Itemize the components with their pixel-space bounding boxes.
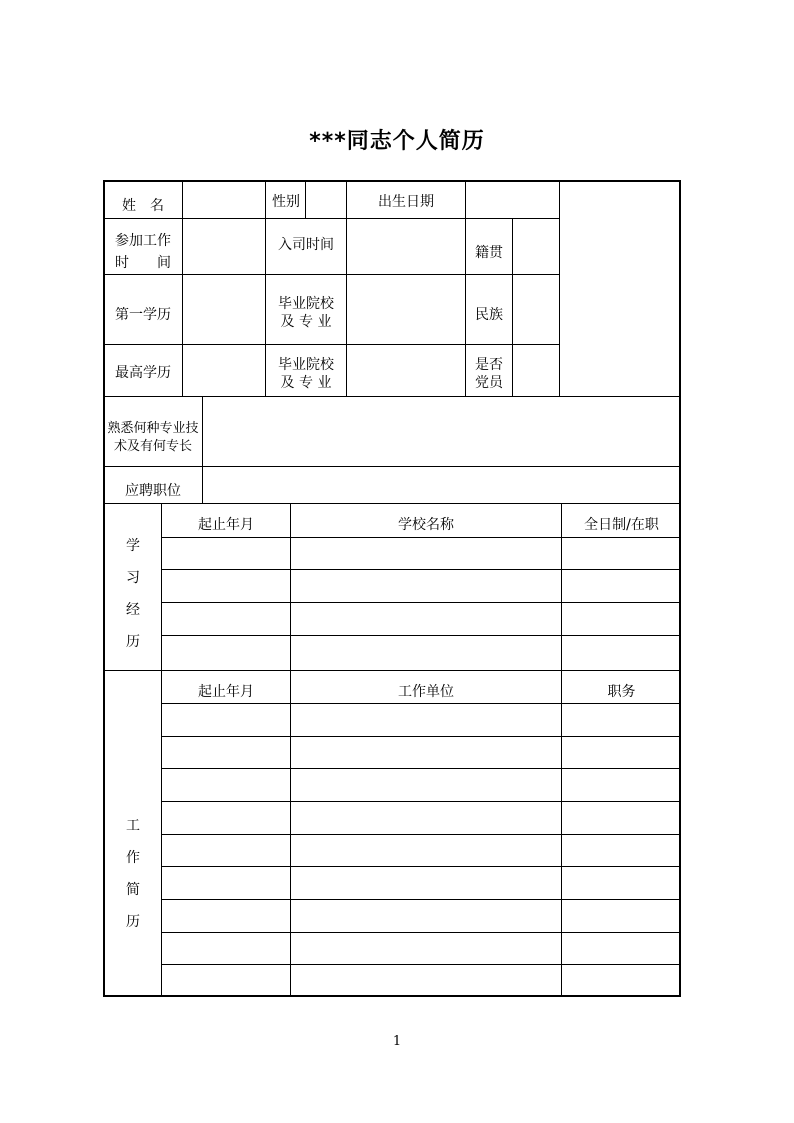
work-header-employer: 工作单位 — [398, 684, 454, 700]
work-header-period: 起止年月 — [198, 684, 254, 700]
form-border — [103, 180, 681, 997]
label-birth-date: 出生日期 — [378, 194, 434, 210]
label-party-member: 是否 党员 — [475, 357, 503, 391]
label-first-education: 第一学历 — [115, 307, 171, 323]
label-company-join: 入司时间 — [278, 237, 334, 253]
label-gender: 性别 — [272, 194, 300, 210]
page-number: 1 — [392, 1034, 402, 1049]
label-ethnicity: 民族 — [475, 307, 503, 323]
study-side-label: 学 习 经 历 — [126, 538, 140, 650]
label-graduate-school-1: 毕业院校 及 专 业 — [278, 296, 334, 330]
label-highest-education: 最高学历 — [115, 365, 171, 381]
label-work-start: 参加工作 时 间 — [115, 233, 171, 271]
work-header-title: 职务 — [607, 684, 636, 700]
study-header-school: 学校名称 — [398, 517, 454, 533]
study-header-mode: 全日制/在职 — [584, 517, 659, 533]
page-title: ***同志个人简历 — [309, 129, 485, 154]
label-native-place: 籍贯 — [475, 245, 503, 261]
label-name: 姓 名 — [122, 198, 164, 214]
work-side-label: 工 作 简 历 — [126, 818, 140, 930]
label-position: 应聘职位 — [125, 483, 181, 499]
label-skills: 熟悉何种专业技 术及有何专长 — [107, 421, 199, 454]
label-graduate-school-2: 毕业院校 及 专 业 — [278, 357, 334, 391]
study-header-period: 起止年月 — [198, 517, 254, 533]
